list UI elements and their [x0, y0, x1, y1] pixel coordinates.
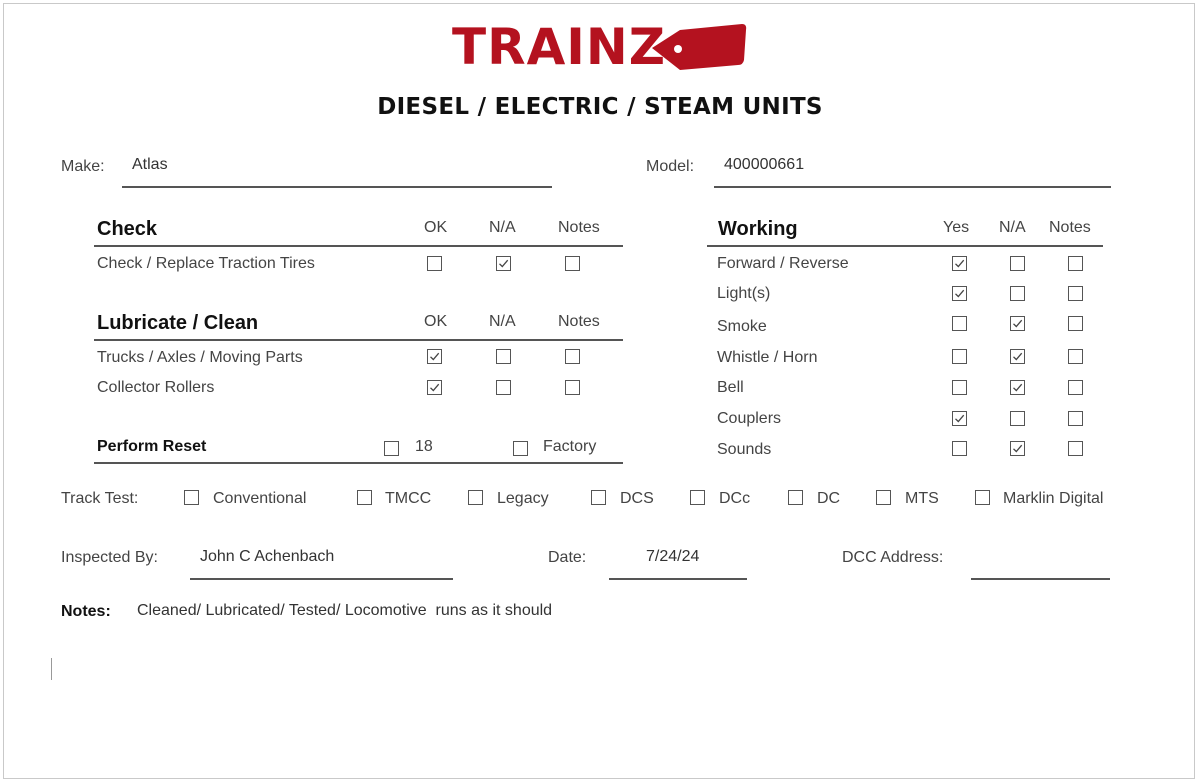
working-row-na-checkbox[interactable]: [1010, 411, 1025, 426]
check-row-na-checkbox[interactable]: [496, 256, 511, 271]
text-cursor: [51, 658, 52, 680]
working-row-notes-checkbox[interactable]: [1068, 316, 1083, 331]
track-legacy-checkbox[interactable]: [468, 490, 483, 505]
lubricate-col-ok: OK: [424, 313, 448, 330]
lubricate-row-label: Trucks / Axles / Moving Parts: [97, 349, 303, 366]
working-row-na-checkbox[interactable]: [1010, 316, 1025, 331]
track-conventional-label: Conventional: [213, 490, 307, 507]
check-row-notes-checkbox[interactable]: [565, 256, 580, 271]
working-row-yes-checkbox[interactable]: [952, 380, 967, 395]
lubricate-row-ok-checkbox[interactable]: [427, 349, 442, 364]
working-col-na: N/A: [999, 219, 1026, 236]
working-row-na-checkbox[interactable]: [1010, 286, 1025, 301]
working-row-na-checkbox[interactable]: [1010, 349, 1025, 364]
reset-18-checkbox[interactable]: [384, 441, 399, 456]
track-dcc-label: DCc: [719, 490, 751, 507]
date-value[interactable]: 7/24/24: [646, 548, 700, 565]
track-conventional-checkbox[interactable]: [184, 490, 199, 505]
check-col-notes: Notes: [558, 219, 600, 236]
check-heading: Check: [97, 218, 158, 240]
notes-label: Notes:: [61, 603, 111, 620]
reset-factory-checkbox[interactable]: [513, 441, 528, 456]
working-row-notes-checkbox[interactable]: [1068, 380, 1083, 395]
working-row-na-checkbox[interactable]: [1010, 441, 1025, 456]
track-marklin-label: Marklin Digital: [1003, 490, 1104, 507]
working-header-rule: [707, 245, 1103, 247]
track-dc-checkbox[interactable]: [788, 490, 803, 505]
track-test-label: Track Test:: [61, 490, 139, 507]
working-row-label: Forward / Reverse: [717, 255, 849, 272]
check-row-ok-checkbox[interactable]: [427, 256, 442, 271]
model-label: Model:: [646, 158, 695, 175]
checkmark-icon: [1012, 351, 1023, 362]
dcc-address-underline: [971, 578, 1110, 580]
logo-text: TRAINZ: [452, 18, 667, 76]
trainz-logo: [450, 18, 750, 76]
track-dcc-checkbox[interactable]: [690, 490, 705, 505]
check-row-label: Check / Replace Traction Tires: [97, 255, 315, 272]
lubricate-row-label: Collector Rollers: [97, 379, 215, 396]
date-underline: [609, 578, 747, 580]
checkmark-icon: [954, 258, 965, 269]
checkmark-icon: [954, 288, 965, 299]
check-header-rule: [94, 245, 623, 247]
working-row-notes-checkbox[interactable]: [1068, 349, 1083, 364]
track-tmcc-checkbox[interactable]: [357, 490, 372, 505]
checkmark-icon: [1012, 443, 1023, 454]
working-row-label: Light(s): [717, 285, 771, 302]
reset-heading: Perform Reset: [97, 438, 207, 455]
lubricate-row-notes-checkbox[interactable]: [565, 349, 580, 364]
working-row-label: Sounds: [717, 441, 772, 458]
lubricate-row-ok-checkbox[interactable]: [427, 380, 442, 395]
lubricate-row-na-checkbox[interactable]: [496, 380, 511, 395]
reset-rule: [94, 462, 623, 464]
lubricate-col-notes: Notes: [558, 313, 600, 330]
working-row-yes-checkbox[interactable]: [952, 286, 967, 301]
lubricate-row-na-checkbox[interactable]: [496, 349, 511, 364]
inspected-by-label: Inspected By:: [61, 549, 158, 566]
track-legacy-label: Legacy: [497, 490, 549, 507]
dcc-address-label: DCC Address:: [842, 549, 944, 566]
lubricate-heading: Lubricate / Clean: [97, 312, 259, 334]
track-mts-label: MTS: [905, 490, 939, 507]
lubricate-col-na: N/A: [489, 313, 516, 330]
working-row-label: Whistle / Horn: [717, 349, 818, 366]
track-dc-label: DC: [817, 490, 841, 507]
model-value[interactable]: 400000661: [724, 156, 805, 173]
checkmark-icon: [429, 382, 440, 393]
inspected-by-value[interactable]: John C Achenbach: [200, 548, 335, 565]
working-row-yes-checkbox[interactable]: [952, 349, 967, 364]
working-row-label: Smoke: [717, 318, 767, 335]
reset-factory-label: Factory: [543, 438, 597, 455]
working-row-yes-checkbox[interactable]: [952, 256, 967, 271]
notes-value[interactable]: Cleaned/ Lubricated/ Tested/ Locomotive runs as it should: [137, 602, 553, 619]
checkmark-icon: [429, 351, 440, 362]
check-col-ok: OK: [424, 219, 448, 236]
lubricate-header-rule: [94, 339, 623, 341]
checkmark-icon: [954, 413, 965, 424]
working-row-notes-checkbox[interactable]: [1068, 286, 1083, 301]
track-marklin-checkbox[interactable]: [975, 490, 990, 505]
working-heading: Working: [718, 218, 798, 240]
inspected-by-underline: [190, 578, 453, 580]
checkmark-icon: [498, 258, 509, 269]
working-row-label: Bell: [717, 379, 744, 396]
track-dcs-checkbox[interactable]: [591, 490, 606, 505]
working-col-yes: Yes: [943, 219, 970, 236]
working-col-notes: Notes: [1049, 219, 1091, 236]
date-label: Date:: [548, 549, 587, 566]
working-row-yes-checkbox[interactable]: [952, 441, 967, 456]
check-col-na: N/A: [489, 219, 516, 236]
working-row-notes-checkbox[interactable]: [1068, 256, 1083, 271]
working-row-label: Couplers: [717, 410, 782, 427]
track-mts-checkbox[interactable]: [876, 490, 891, 505]
working-row-yes-checkbox[interactable]: [952, 411, 967, 426]
working-row-notes-checkbox[interactable]: [1068, 411, 1083, 426]
make-label: Make:: [61, 158, 105, 175]
track-dcs-label: DCS: [620, 490, 654, 507]
working-row-na-checkbox[interactable]: [1010, 256, 1025, 271]
checkmark-icon: [1012, 382, 1023, 393]
make-value[interactable]: Atlas: [132, 156, 168, 173]
working-row-yes-checkbox[interactable]: [952, 316, 967, 331]
checkmark-icon: [1012, 318, 1023, 329]
working-row-notes-checkbox[interactable]: [1068, 441, 1083, 456]
page-title: DIESEL / ELECTRIC / STEAM UNITS: [377, 94, 823, 120]
lubricate-row-notes-checkbox[interactable]: [565, 380, 580, 395]
working-row-na-checkbox[interactable]: [1010, 380, 1025, 395]
make-underline: [122, 186, 552, 188]
model-underline: [714, 186, 1111, 188]
track-tmcc-label: TMCC: [385, 490, 432, 507]
reset-18-label: 18: [415, 438, 433, 455]
